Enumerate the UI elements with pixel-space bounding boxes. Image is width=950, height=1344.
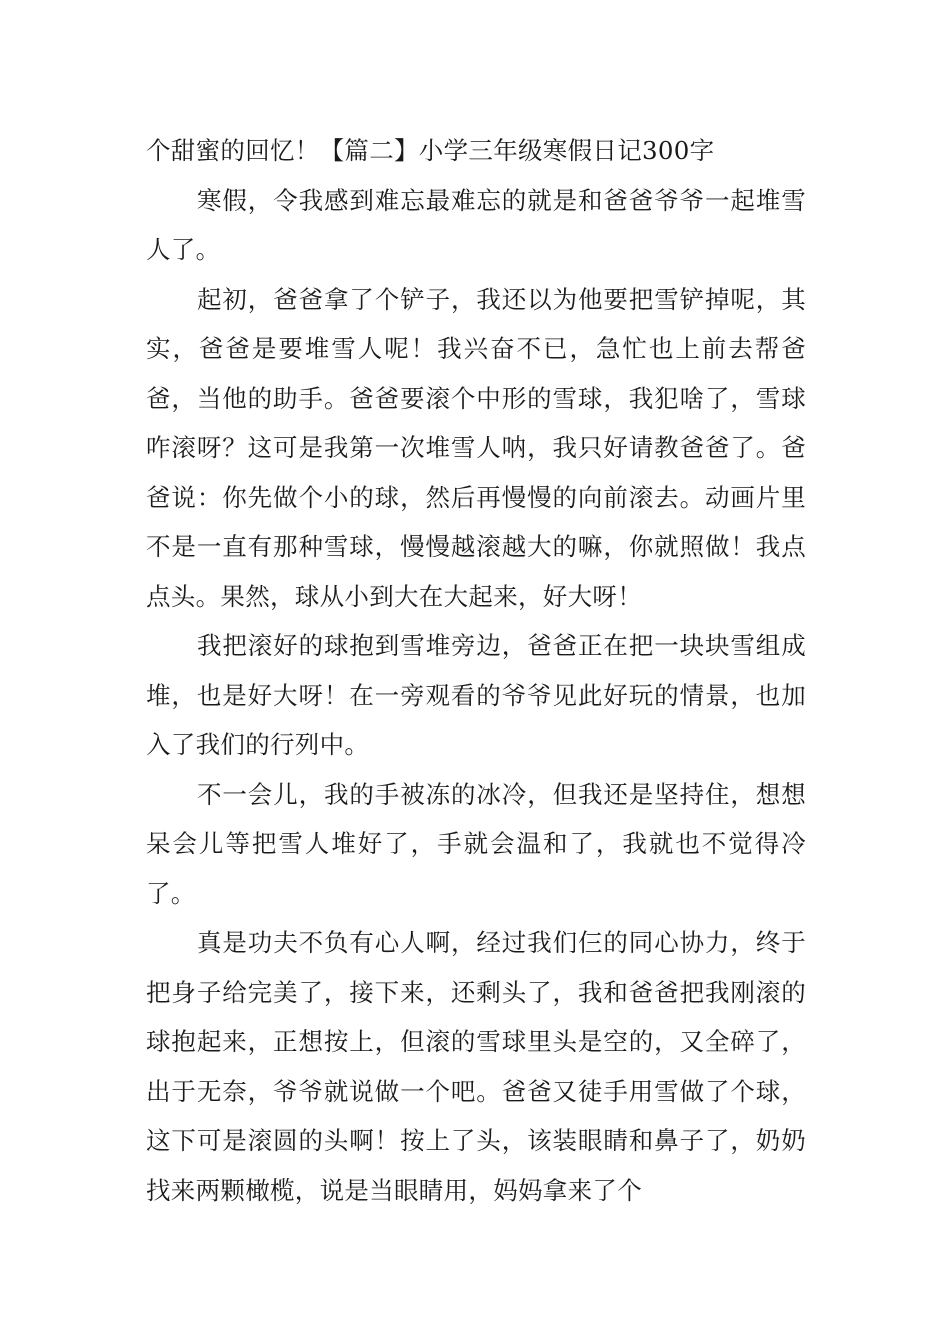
document-body xyxy=(146,126,806,1215)
paragraph-6: 真是功夫不负有心人啊，经过我们仨的同心协力，终于把身子给完美了，接下来，还剩头了，我和爸爸把我刚滚的球抱起来，正想按上，但滚的雪球里头是空的，又全碎了，出于无奈，爷爷就说做一个吧。爸爸又徒手用雪做了个球，这下可是滚圆的头啊！按上了头，该装眼睛和鼻子了，奶奶找来两颗橄榄，说是当眼睛用，妈妈拿来了个 xyxy=(146,928,806,1205)
paragraph-5: 不一会儿，我的手被冻的冰冷，但我还是坚持住，想想呆会儿等把雪人堆好了，手就会温和了，我就也不觉得冷了。 xyxy=(146,779,806,908)
paragraph-3: 起初，爸爸拿了个铲子，我还以为他要把雪铲掉呢，其实，爸爸是要堆雪人呢！我兴奋不已，急忙也上前去帮爸爸，当他的助手。爸爸要滚个中形的雪球，我犯啥了，雪球咋滚呀？这可是我第一次堆雪人呐，我只好请教爸爸了。爸爸说：你先做个小的球，然后再慢慢的向前滚去。动画片里不是一直有那种雪球，慢慢越滚越大的嘛，你就照做！我点点头。果然，球从小到大在大起来，好大呀！ xyxy=(146,284,806,611)
paragraph-4: 我把滚好的球抱到雪堆旁边，爸爸正在把一块块雪组成堆，也是好大呀！在一旁观看的爷爷见此好玩的情景，也加入了我们的行列中。 xyxy=(146,631,806,759)
paragraph-1: 个甜蜜的回忆！【篇二】小学三年级寒假日记300字 xyxy=(146,136,715,165)
paragraph-2: 寒假，令我感到难忘最难忘的就是和爸爸爷爷一起堆雪人了。 xyxy=(146,185,806,264)
